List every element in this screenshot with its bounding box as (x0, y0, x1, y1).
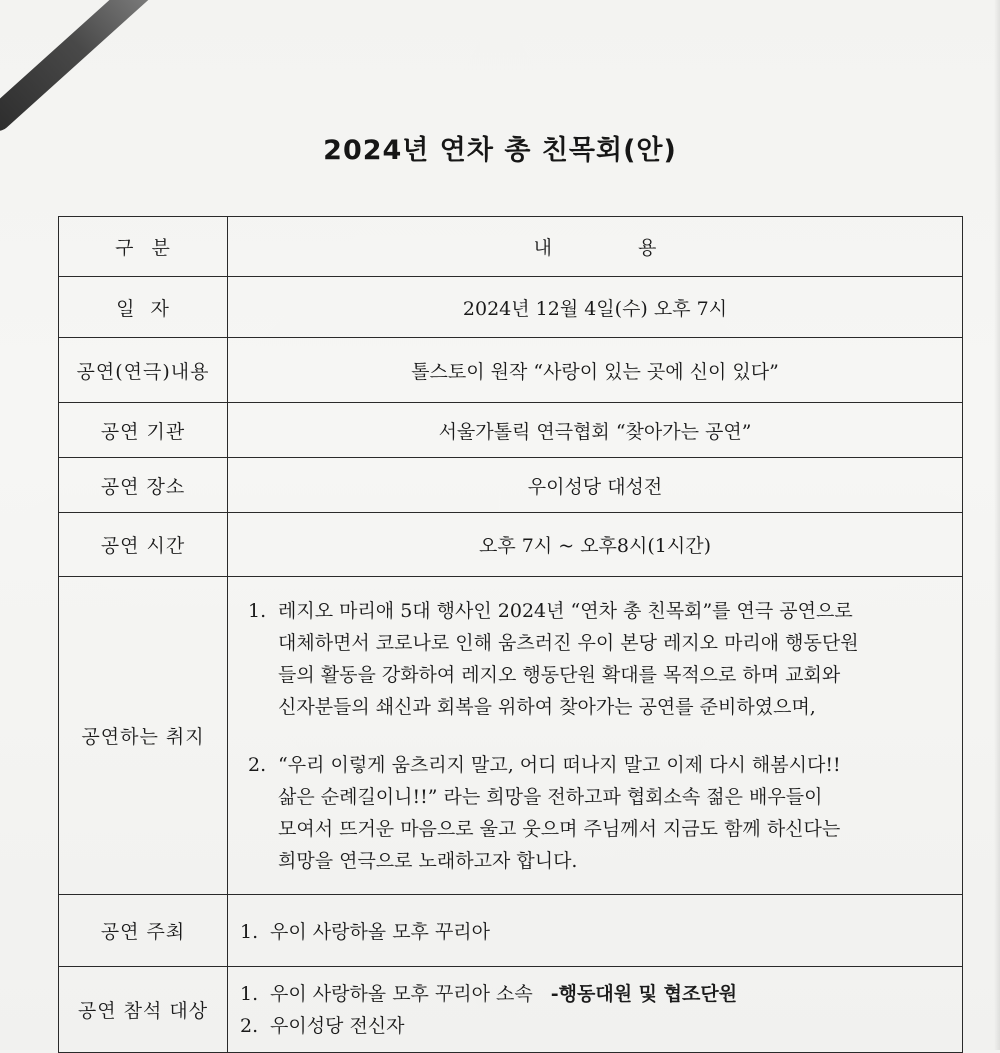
row-label-cell (59, 277, 228, 338)
paragraph-gap (248, 723, 962, 749)
row-label-date: 일 자 (116, 297, 170, 320)
purpose-item-1-line-2: 대체하면서 코로나로 인해 움츠러진 우이 본당 레지오 마리애 행동단원 (278, 631, 859, 654)
purpose-item-1-line-1: 레지오 마리애 5대 행사인 2024년 “연차 총 친목회”를 연극 공연으로 (278, 599, 853, 622)
header-content: 내 용 (533, 237, 657, 259)
purpose-item-2-line-2: 삶은 순례길이니!!” 라는 희망을 전하고파 협회소속 젊은 배우들이 (278, 785, 823, 808)
row-content-cell (228, 277, 963, 338)
table-row (59, 403, 963, 458)
row-label-cell (59, 338, 228, 403)
audience-item-1-suffix: -행동대원 및 협조단원 (550, 982, 738, 1005)
purpose-item-2-line-1: “우리 이렇게 움츠리지 말고, 어디 떠나지 말고 이제 다시 해봄시다!! (278, 753, 841, 776)
row-label-cell (59, 577, 228, 895)
host-text: 우이 사랑하올 모후 꾸리아 (270, 921, 491, 943)
row-label-venue: 공연 장소 (100, 475, 186, 498)
header-content-cell (228, 217, 963, 277)
purpose-item-1 (248, 595, 962, 723)
row-content-date: 2024년 12월 4일(수) 오후 7시 (462, 297, 728, 320)
document-title: 2024년 연차 총 친목회(안) (323, 135, 677, 166)
purpose-item-1-num: 1. (248, 599, 267, 622)
audience-item-1-num: 1. (240, 982, 259, 1005)
row-content-cell (228, 403, 963, 458)
purpose-content-cell (228, 577, 963, 895)
row-label-cell (59, 513, 228, 577)
header-label-cell (59, 217, 228, 277)
row-content-org: 서울가톨릭 연극협회 “찾아가는 공연” (438, 420, 752, 443)
purpose-item-1-line-4: 신자분들의 쇄신과 회복을 위하여 찾아가는 공연를 준비하였으며, (278, 695, 816, 718)
host-num: 1. (240, 921, 259, 943)
purpose-paragraphs (240, 585, 962, 887)
info-table (58, 216, 963, 1053)
table-row (59, 338, 963, 403)
row-content-play: 톨스토이 원작 “사랑이 있는 곳에 신이 있다” (411, 360, 779, 383)
purpose-item-2-line-4: 희망을 연극으로 노래하고자 합니다. (278, 849, 578, 872)
header-label: 구 분 (115, 237, 171, 259)
audience-item-1-text: 우이 사랑하올 모후 꾸리아 소속 (270, 982, 533, 1005)
row-content-cell (228, 967, 963, 1053)
row-label-cell (59, 967, 228, 1053)
pen-object (0, 0, 160, 136)
purpose-item-2 (248, 749, 962, 877)
row-content-time: 오후 7시 ~ 오후8시(1시간) (479, 535, 711, 557)
row-label-time: 공연 시간 (100, 535, 186, 557)
row-label-cell (59, 458, 228, 513)
table-row (59, 277, 963, 338)
table-row (59, 895, 963, 967)
row-label-audience: 공연 참석 대상 (77, 1000, 209, 1022)
table-row (59, 967, 963, 1053)
row-content-cell (228, 338, 963, 403)
purpose-item-1-line-3: 들의 활동을 강화하여 레지오 행동단원 확대를 목적으로 하며 교회와 (278, 663, 841, 686)
purpose-item-2-line-3: 모여서 뜨거운 마음으로 울고 웃으며 주님께서 지금도 함께 하신다는 (278, 817, 841, 840)
audience-item-2-num: 2. (240, 1014, 259, 1037)
table-row-purpose (59, 577, 963, 895)
row-content-cell (228, 895, 963, 967)
purpose-item-2-num: 2. (248, 753, 267, 776)
row-label-cell (59, 403, 228, 458)
row-content-cell (228, 513, 963, 577)
row-label-org: 공연 기관 (100, 420, 186, 443)
table-row (59, 513, 963, 577)
row-label-host: 공연 주최 (100, 921, 186, 943)
row-content-cell (228, 458, 963, 513)
row-label-purpose: 공연하는 취지 (81, 726, 205, 748)
table-row (59, 458, 963, 513)
audience-item-1 (240, 978, 962, 1010)
row-label-cell (59, 895, 228, 967)
row-content-venue: 우이성당 대성전 (527, 475, 663, 498)
audience-item-2 (240, 1010, 962, 1042)
table-header-row (59, 217, 963, 277)
row-label-play: 공연(연극)내용 (76, 360, 210, 383)
audience-item-2-text: 우이성당 전신자 (270, 1014, 405, 1037)
